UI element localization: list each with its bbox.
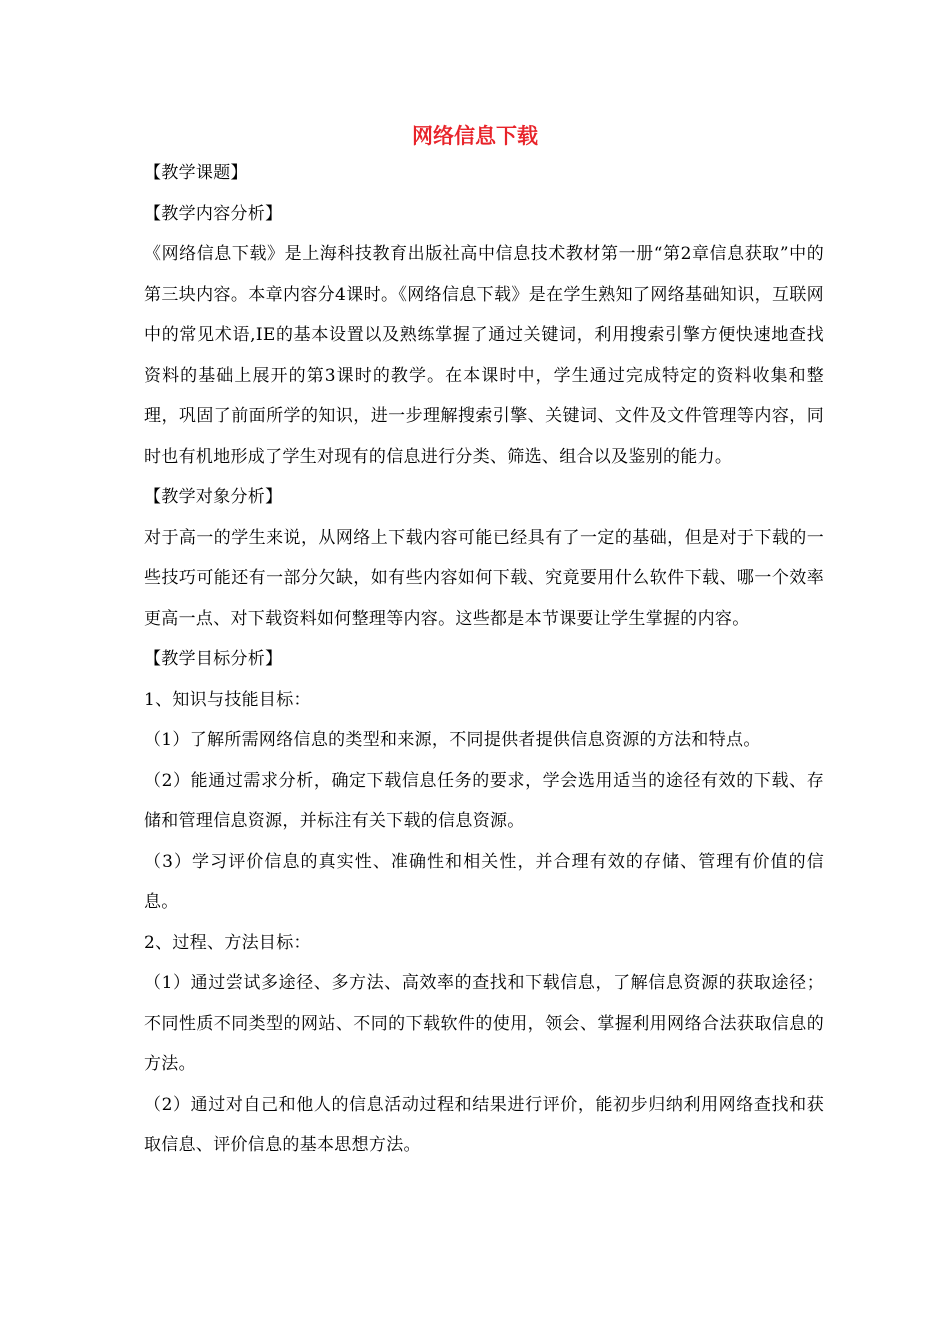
objective-process-item-1: （1）通过尝试多途径、多方法、高效率的查找和下载信息，了解信息资源的获取途径；不同性质不同类型的网站、不同的下载软件的使用，领会、掌握利用网络合法获取信息的方法。 — [144, 973, 824, 1074]
objective-item-1: （1）了解所需网络信息的类型和来源，不同提供者提供信息资源的方法和特点。 — [144, 730, 761, 750]
objective-process-item-2: （2）通过对自己和他人的信息活动过程和结果进行评价，能初步归纳利用网络查找和获取信息、评价信息的基本思想方法。 — [144, 1094, 824, 1155]
objective-item-2: （2）能通过需求分析，确定下载信息任务的要求，学会选用适当的途径有效的下载、存储和管理信息资源，并标注有关下载的信息资源。 — [144, 770, 824, 831]
paragraph-content-analysis: 《网络信息下载》是上海科技教育出版社高中信息技术教材第一册“第2章信息获取”中的第三块内容。本章内容分4课时。《网络信息下载》是在学生熟知了网络基础知识，互联网中的常见术语,IE的基本设置以及熟练掌握了通过关键词，利用搜索引擎方便快速地查找资料的基础上展开的第3课时的教学。在本课时中，学生通过完成特定的资料收集和整理，巩固了前面所学的知识，进一步理解搜索引擎、关键词、文件及文件管理等内容，同时也有机地形成了学生对现有的信息进行分类、筛选、组合以及鉴别的能力。 — [144, 244, 824, 467]
section-heading-audience-analysis: 【教学对象分析】 — [144, 487, 283, 507]
section-heading-content-analysis: 【教学内容分析】 — [144, 203, 283, 224]
objective-item-3: （3）学习评价信息的真实性、准确性和相关性，并合理有效的存储、管理有价值的信息。 — [144, 851, 824, 912]
objective-group-process: 2、过程、方法目标： — [144, 932, 311, 953]
document-body — [144, 153, 824, 1166]
section-heading-topic: 【教学课题】 — [144, 163, 248, 183]
paragraph-audience-analysis: 对于高一的学生来说，从网络上下载内容可能已经具有了一定的基础，但是对于下载的一些技巧可能还有一部分欠缺，如有些内容如何下载、究竟要用什么软件下载、哪一个效率更高一点、对下载资料如何整理等内容。这些都是本节课要让学生掌握的内容。 — [144, 527, 824, 629]
section-heading-objectives: 【教学目标分析】 — [144, 649, 283, 669]
objective-group-knowledge: 1、知识与技能目标： — [144, 689, 311, 710]
document-title: 网络信息下载 — [412, 124, 538, 148]
